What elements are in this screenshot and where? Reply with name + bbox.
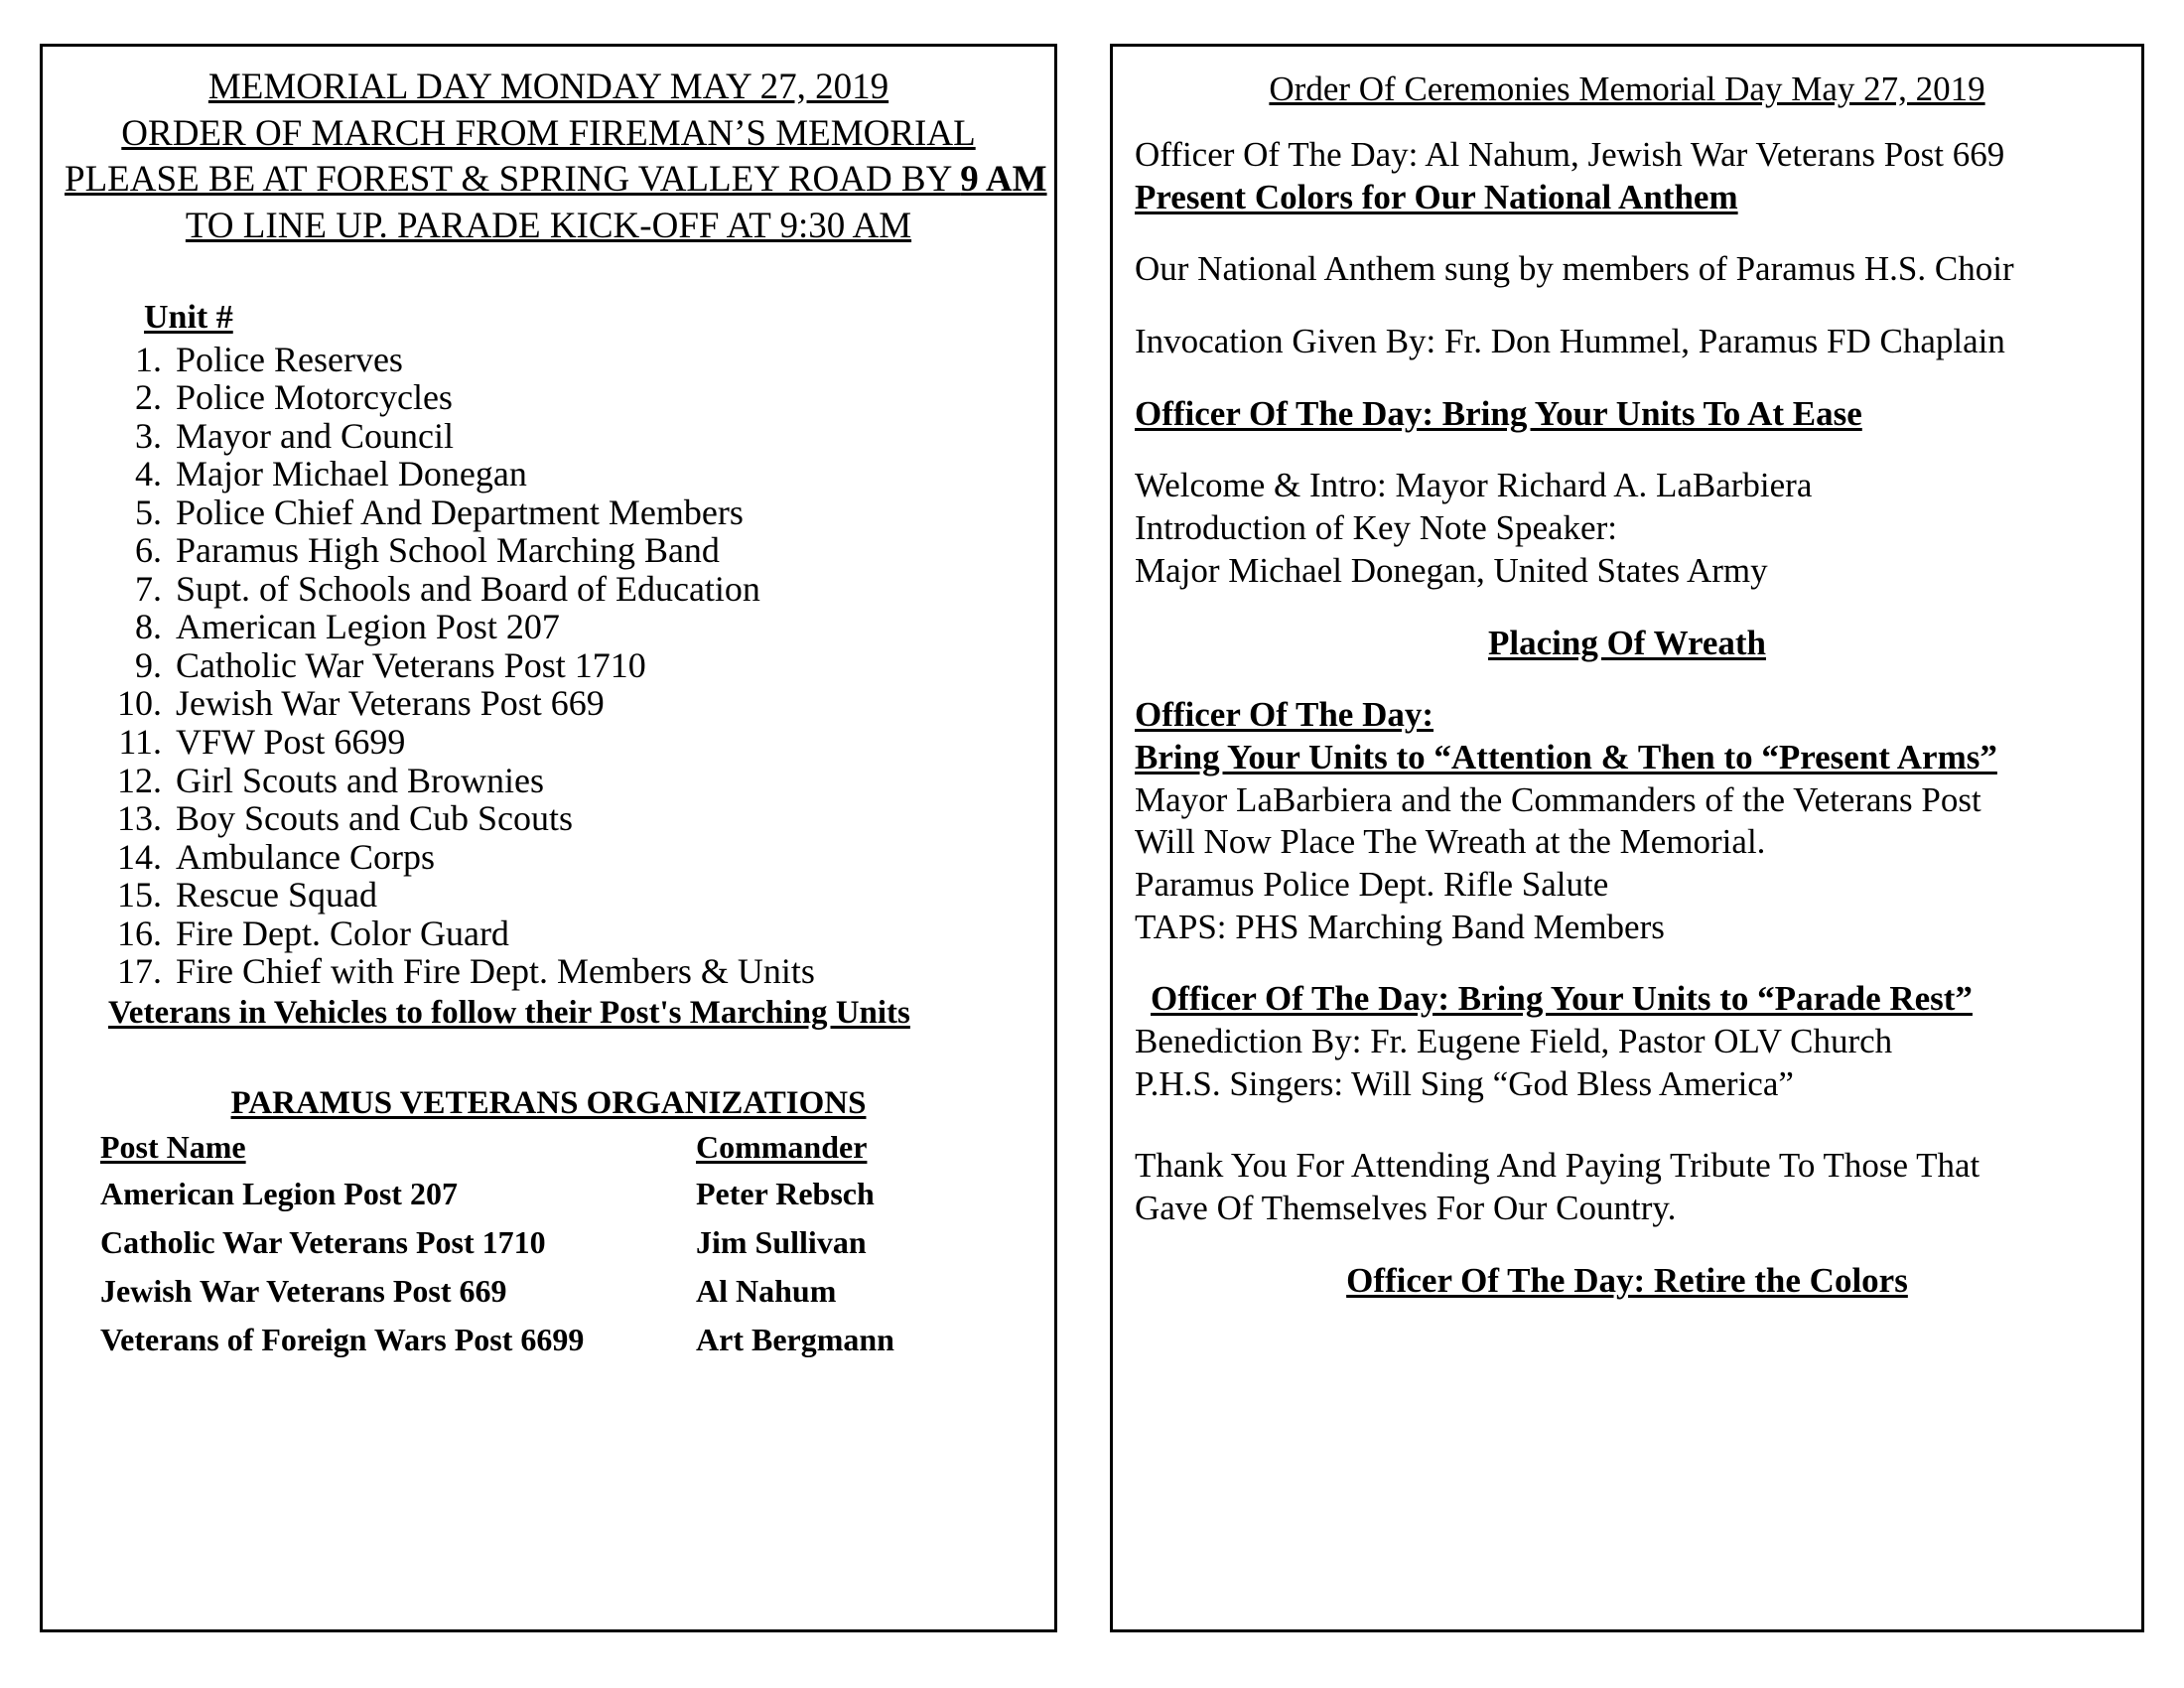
unit-label: Fire Chief with Fire Dept. Members & Units: [176, 951, 815, 992]
column-header-post-name: [100, 1129, 696, 1170]
thank-you-line-2: Gave Of Themselves For Our Country.: [1135, 1189, 1677, 1228]
table-header-row: [100, 1129, 894, 1170]
header-line-order-of-march-text: ORDER OF MARCH FROM FIREMAN’S MEMORIAL: [121, 112, 976, 154]
spacer: [1135, 948, 2119, 978]
wreath-placement-line-1: Mayor LaBarbiera and the Commanders of the Veterans Post: [1135, 779, 1981, 819]
unit-number: 1.: [135, 339, 162, 379]
unit-number: 12.: [117, 760, 162, 800]
list-item: [65, 493, 1032, 532]
list-item: [65, 341, 1032, 379]
at-ease-command-text: Officer Of The Day: Bring Your Units To At Ease: [1135, 393, 1862, 433]
present-colors-line: [1135, 177, 2119, 219]
unit-label: Police Reserves: [176, 339, 403, 379]
officer-of-the-day-line: Officer Of The Day: Al Nahum, Jewish War Veterans Post 669: [1135, 135, 2005, 174]
at-ease-command-line: [1135, 393, 2119, 436]
unit-header-row: [65, 249, 1032, 336]
wreath-placement-line-2: Will Now Place The Wreath at the Memorial.: [1135, 822, 1766, 862]
cell-post-name: American Legion Post 207: [100, 1175, 458, 1211]
spacer: [1135, 1105, 2119, 1145]
unit-number: 15.: [117, 875, 162, 915]
attention-present-arms-line: [1135, 737, 2119, 779]
retire-the-colors-heading: [1135, 1260, 2119, 1303]
column-header-post-name-text: Post Name: [100, 1128, 246, 1165]
invocation-line: Invocation Given By: Fr. Don Hummel, Paramus FD Chaplain: [1135, 322, 2005, 361]
unit-number: 8.: [135, 607, 162, 647]
header-line-date-text: MEMORIAL DAY MONDAY MAY 27, 2019: [207, 67, 889, 107]
ceremonies-title-row: [1135, 69, 2119, 110]
unit-label: Police Chief And Department Members: [176, 492, 744, 532]
veterans-organizations-title-row: [65, 1085, 1032, 1121]
unit-label: Boy Scouts and Cub Scouts: [176, 798, 574, 839]
list-item: [65, 608, 1032, 646]
list-item: [65, 570, 1032, 609]
header-line-kickoff-text: TO LINE UP. PARADE KICK-OFF AT 9:30 AM: [185, 205, 912, 246]
placing-of-wreath-text: Placing Of Wreath: [1488, 623, 1766, 662]
cell-commander: Art Bergmann: [696, 1321, 894, 1357]
cell-commander: Peter Rebsch: [696, 1175, 875, 1211]
unit-label: Fire Dept. Color Guard: [176, 913, 509, 953]
unit-label: Paramus High School Marching Band: [176, 530, 720, 571]
national-anthem-line: Our National Anthem sung by members of Paramus H.S. Choir: [1135, 249, 2014, 289]
parade-rest-command-line: [1135, 978, 2119, 1021]
left-panel-header: [65, 65, 1047, 249]
unit-label: Police Motorcycles: [176, 377, 453, 418]
unit-label: Girl Scouts and Brownies: [176, 760, 544, 800]
cell-commander: Jim Sullivan: [696, 1223, 867, 1260]
veterans-vehicles-note-row: [65, 991, 1032, 1032]
table-row: [100, 1218, 894, 1267]
list-item: [65, 684, 1032, 723]
list-item: [65, 914, 1032, 953]
cell-post-name: Catholic War Veterans Post 1710: [100, 1223, 546, 1260]
order-of-ceremonies-panel: [1110, 44, 2144, 1632]
unit-label: Jewish War Veterans Post 669: [176, 683, 605, 724]
unit-number: 17.: [117, 951, 162, 992]
table-row: [100, 1170, 894, 1218]
spacer: [1135, 664, 2119, 694]
parade-rest-command-text: Officer Of The Day: Bring Your Units to “Parade Rest”: [1151, 979, 1973, 1019]
spacer: [1135, 435, 2119, 465]
list-item: [65, 762, 1032, 800]
retire-the-colors-text: Officer Of The Day: Retire the Colors: [1346, 1260, 1908, 1300]
welcome-intro-line: Welcome & Intro: Mayor Richard A. LaBarbiera: [1135, 466, 1813, 505]
officer-of-the-day-heading-2: [1135, 694, 2119, 737]
benediction-line: Benediction By: Fr. Eugene Field, Pastor OLV Church: [1135, 1022, 1893, 1060]
unit-list: [65, 341, 1032, 991]
spacer: [1135, 593, 2119, 623]
unit-label: VFW Post 6699: [176, 721, 406, 762]
list-item: [65, 531, 1032, 570]
cell-post-name: Jewish War Veterans Post 669: [100, 1272, 507, 1309]
thank-you-line-1: Thank You For Attending And Paying Tribute To Those That: [1135, 1146, 1980, 1186]
spacer: [1135, 1230, 2119, 1260]
unit-number: 3.: [135, 415, 162, 456]
phs-singers-line: P.H.S. Singers: Will Sing “God Bless America”: [1135, 1063, 1794, 1103]
header-line-kickoff: [65, 204, 1032, 250]
unit-number: 10.: [117, 683, 162, 724]
list-item: [65, 646, 1032, 685]
list-item: [65, 952, 1032, 991]
list-item: [65, 455, 1032, 493]
spacer: [1135, 291, 2119, 321]
unit-number: 4.: [135, 454, 162, 494]
table-row: [100, 1316, 894, 1364]
list-item: [65, 838, 1032, 877]
unit-number: 11.: [118, 721, 162, 762]
unit-number-column-header: Unit #: [144, 299, 233, 337]
placing-of-wreath-heading: [1135, 623, 2119, 665]
introduction-speaker-line: Introduction of Key Note Speaker:: [1135, 508, 1617, 548]
spacer: [1135, 363, 2119, 393]
list-item: [65, 799, 1032, 838]
unit-number: 2.: [135, 377, 162, 418]
veterans-organizations-title: PARAMUS VETERANS ORGANIZATIONS: [230, 1084, 867, 1121]
cell-post-name: Veterans of Foreign Wars Post 6699: [100, 1321, 585, 1357]
header-line-location-time: 9 AM: [960, 159, 1047, 201]
unit-label: Catholic War Veterans Post 1710: [176, 644, 646, 685]
table-row: [100, 1267, 894, 1316]
unit-number: 13.: [117, 798, 162, 839]
officer-of-the-day-2-text: Officer Of The Day:: [1135, 695, 1434, 735]
unit-label: Rescue Squad: [176, 875, 377, 915]
ceremonies-title: Order Of Ceremonies Memorial Day May 27, 2019: [1269, 70, 1985, 108]
attention-present-arms-text: Bring Your Units to “Attention & Then to “Present Arms”: [1135, 737, 1997, 776]
header-line-location-text: PLEASE BE AT FOREST & SPRING VALLEY ROAD BY: [65, 159, 961, 201]
header-line-date: [65, 65, 1032, 111]
header-line-location: [65, 157, 1047, 204]
header-line-order-of-march: [65, 111, 1032, 158]
ceremonies-body: [1135, 134, 2119, 1302]
list-item: [65, 723, 1032, 762]
unit-number: 9.: [135, 644, 162, 685]
unit-number: 5.: [135, 492, 162, 532]
column-header-commander: [696, 1129, 894, 1170]
unit-label: Supt. of Schools and Board of Education: [176, 568, 760, 609]
veterans-organizations-table: [100, 1129, 894, 1364]
unit-label: Ambulance Corps: [176, 836, 435, 877]
list-item: [65, 417, 1032, 456]
veterans-vehicles-note: Veterans in Vehicles to follow their Post's Marching Units: [108, 994, 910, 1031]
unit-label: Major Michael Donegan: [176, 454, 527, 494]
unit-number: 6.: [135, 530, 162, 571]
unit-number: 16.: [117, 913, 162, 953]
unit-label: American Legion Post 207: [176, 607, 560, 647]
keynote-speaker-name-line: Major Michael Donegan, United States Army: [1135, 550, 1768, 590]
rifle-salute-line: Paramus Police Dept. Rifle Salute: [1135, 864, 1609, 904]
order-of-march-panel: [40, 44, 1057, 1632]
present-colors-text: Present Colors for Our National Anthem: [1135, 177, 1738, 216]
cell-commander: Al Nahum: [696, 1272, 837, 1309]
list-item: [65, 876, 1032, 914]
unit-number: 14.: [117, 836, 162, 877]
spacer: [1135, 218, 2119, 248]
unit-number: 7.: [135, 568, 162, 609]
taps-line: TAPS: PHS Marching Band Members: [1135, 907, 1665, 946]
unit-label: Mayor and Council: [176, 415, 454, 456]
column-header-commander-text: Commander: [696, 1128, 868, 1165]
list-item: [65, 378, 1032, 417]
